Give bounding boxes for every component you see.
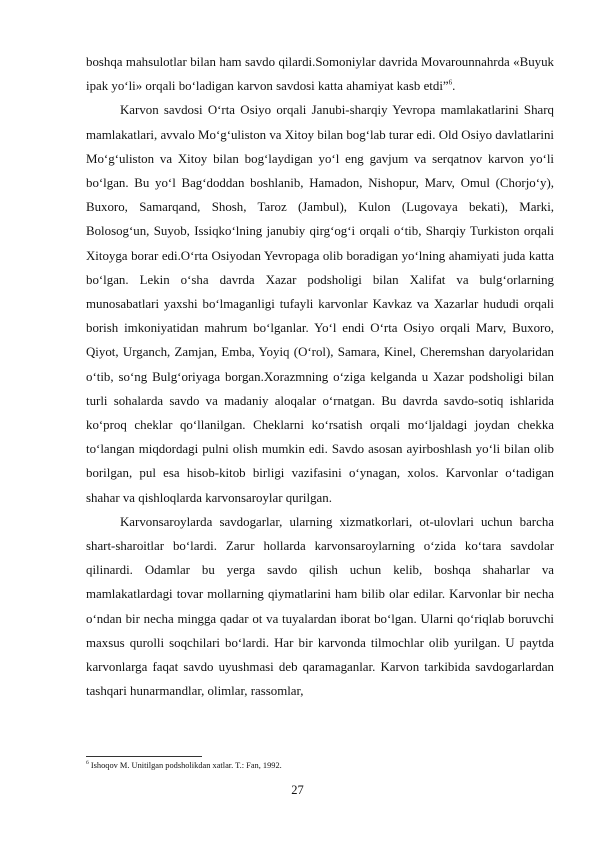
footnote-text: Ishoqov M. Unitilgan podsholikdan xatlar. T.: Fan, 1992. (88, 761, 282, 770)
page-body (86, 50, 554, 703)
paragraph-1-end: . (452, 79, 456, 94)
paragraph-caravanserais: Karvonsaroylarda savdogarlar, ularning xizmatkorlari, ot-ulovlari uchun barcha shart-sharoitlar bo‘lardi. Zarur hollarda karvonsaroylarning o‘zida ko‘tara savdolar qilinardi. Odamlar bu yerga savdo qilish uchun kelib, boshqa shaharlar va mamlakatlardagi tovar mollarning qiymatlarini ham bilib olar edilar. Karvonlar bir necha o‘ndan bir necha mingga qadar ot va tuyalardan iborat bo‘lgan. Ularni qo‘riqlab boruvchi maxsus qurolli soqchilari bo‘lardi. Har bir karvonda tilmochlar olib yurilgan. U paytda karvonlarga faqat savdo uyushmasi deb qaramaganlar. Karvon tarkibida savdogarlardan tashqari hunarmandlar, olimlar, rassomlar, (86, 514, 554, 699)
paragraph-1-text: boshqa mahsulotlar bilan ham savdo qilardi.Somoniylar davrida Movarounnahrda «Buyuk ipak yo‘li» orqali bo‘ladigan karvon savdosi katta ahamiyat kasb etdi” (86, 55, 554, 94)
footnote-number: 6 (86, 760, 89, 767)
footnote (86, 760, 554, 772)
footnote-divider (86, 756, 202, 757)
paragraph-caravan-trade: Karvon savdosi O‘rta Osiyo orqali Janubi-sharqiy Yevropa mamlakatlarini Sharq mamlakatlari, avvalo Mo‘g‘uliston va Xitoy bilan bog‘lab turar edi. Old Osiyo davlatlarini Mo‘g‘uliston va Xitoy bilan bog‘laydigan yo‘l eng gavjum va serqatnov karvon yo‘li bo‘lgan. Bu yo‘l Bag‘doddan boshlanib, Hamadon, Nishopur, Marv, Omul (Chorjo‘y), Buxoro, Samarqand, Shosh, Taroz (Jambul), Kulon (Lugovaya bekati), Marki, Bolosog‘un, Suyob, Issiqko‘lning janubiy qirg‘og‘i orqali o‘tib, Sharqiy Turkiston orqali Xitoyga borar edi.O‘rta Osiyodan Yevropaga olib boradigan yo‘lning ahamiyati juda katta bo‘lgan. Lekin o‘sha davrda Xazar podsholigi bilan Xalifat va bulg‘orlarning munosabatlari yaxshi bo‘lmaganligi tufayli karvonlar Kavkaz va Xazarlar hududi orqali borish imkoniyatidan mahrum bo‘lganlar. Yo‘l endi O‘rta Osiyo orqali Marv, Buxoro, Qiyot, Urganch, Zamjan, Emba, Yoyiq (O‘rol), Samara, Kinel, Cheremshan daryolaridan o‘tib, so‘ng Bulg‘oriyaga borgan.Xorazmning o‘ziga kelganda u Xazar podsholigi bilan turli sohalarda savdo va madaniy aloqalar o‘rnatgan. Bu davrda savdo-sotiq ishlarida ko‘proq cheklar qo‘llanilgan. Cheklarni ko‘rsatish orqali mo‘ljaldagi joydan chekka to‘langan miqdordagi pulni olish mumkin edi. Savdo asosan ayirboshlash yo‘li bilan olib borilgan, pul esa hisob-kitob birligi vazifasini o‘ynagan, xolos. Karvonlar o‘tadigan shahar va qishloqlarda karvonsaroylar qurilgan. (86, 103, 554, 505)
footnote-reference[interactable]: 6 (448, 78, 453, 87)
page-number: 27 (291, 783, 304, 797)
paragraph-continuation (86, 50, 554, 98)
